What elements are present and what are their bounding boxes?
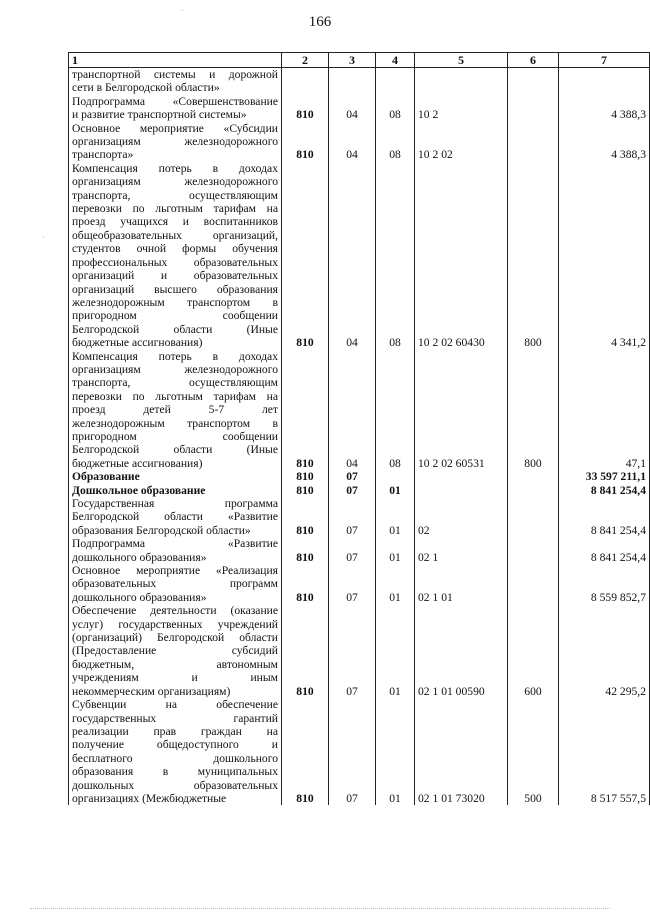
table-row	[69, 537, 650, 564]
amount: 33 597 211,1	[559, 470, 650, 483]
description-line: организациям железнодорожного	[72, 175, 278, 189]
description-line: бюджетным, автономным	[72, 657, 278, 671]
description-line: железнодорожным транспортом в	[72, 295, 278, 309]
subsection-code: 01	[376, 484, 415, 497]
row-description	[69, 122, 282, 162]
description-line: Субвенции на обеспечение	[72, 698, 278, 712]
description-line: получение общедоступного и	[72, 738, 278, 752]
description-line: транспортной системы и дорожной	[72, 68, 278, 81]
row-description	[69, 497, 282, 537]
description-line: Основное мероприятие «Субсидии	[72, 121, 278, 135]
description-line: дошкольного образования»	[72, 550, 207, 564]
subsection-code: 08	[376, 350, 415, 471]
description-line: бюджетные ассигнования)	[72, 456, 203, 470]
description-line: перевозки по льготным тарифам на	[72, 389, 278, 403]
description-line: дошкольных образовательных	[72, 778, 278, 792]
description-line: проезд учащихся и воспитанников	[72, 215, 278, 229]
description-line: Дошкольное образование	[72, 483, 206, 497]
description-line: общеобразовательных организаций,	[72, 228, 278, 242]
row-description	[69, 484, 282, 497]
amount: 47,1	[559, 350, 650, 471]
amount: 42 295,2	[559, 604, 650, 698]
description-line: пригородном сообщении	[72, 429, 278, 443]
column-header-7: 7	[559, 53, 650, 68]
ministry-code	[282, 68, 329, 95]
row-description	[69, 162, 282, 350]
ministry-code: 810	[282, 470, 329, 483]
description-line: реализации прав граждан на	[72, 724, 278, 738]
description-line: транспорта, осуществляющим	[72, 188, 278, 202]
ministry-code: 810	[282, 122, 329, 162]
description-line: (организаций) Белгородской области	[72, 631, 278, 645]
description-line: организациям железнодорожного	[72, 362, 278, 376]
target-article-code: 02 1 01	[415, 564, 508, 604]
section-code: 04	[329, 122, 376, 162]
description-line: Основное мероприятие «Реализация	[72, 564, 278, 578]
ministry-code: 810	[282, 564, 329, 604]
description-line: и развитие транспортной системы»	[72, 108, 247, 122]
description-line: организациям железнодорожного	[72, 135, 278, 149]
expense-type-code: 500	[508, 698, 559, 805]
expense-type-code	[508, 564, 559, 604]
scan-mark: ·	[42, 233, 45, 242]
target-article-code	[415, 68, 508, 95]
target-article-code	[415, 484, 508, 497]
row-description	[69, 68, 282, 95]
subsection-code	[376, 470, 415, 483]
section-code: 04	[329, 162, 376, 350]
ministry-code: 810	[282, 604, 329, 698]
description-line: организациях (Межбюджетные	[72, 791, 227, 805]
subsection-code: 08	[376, 95, 415, 122]
description-line: (Предоставление субсидий	[72, 644, 278, 658]
description-line: Подпрограмма «Совершенствование	[72, 94, 278, 108]
table-row	[69, 497, 650, 537]
ministry-code: 810	[282, 162, 329, 350]
section-code: 04	[329, 95, 376, 122]
column-header-3: 3	[329, 53, 376, 68]
description-line: некоммерческим организациям)	[72, 684, 231, 698]
amount: 4 341,2	[559, 162, 650, 350]
table-header-row	[69, 53, 650, 68]
ministry-code: 810	[282, 484, 329, 497]
expense-type-code: 800	[508, 162, 559, 350]
amount: 8 559 852,7	[559, 564, 650, 604]
expense-type-code	[508, 95, 559, 122]
description-line: Белгородской области (Иные	[72, 322, 278, 336]
description-line: услуг) государственных учреждений	[72, 617, 278, 631]
description-line: Белгородской области (Иные	[72, 443, 278, 457]
amount: 4 388,3	[559, 122, 650, 162]
section-code: 07	[329, 698, 376, 805]
description-line: образования Белгородской области»	[72, 523, 251, 537]
amount: 8 841 254,4	[559, 497, 650, 537]
description-line: организаций высшего образования	[72, 282, 278, 296]
section-code: 04	[329, 350, 376, 471]
description-line: пригородном сообщении	[72, 309, 278, 323]
target-article-code: 10 2 02 60531	[415, 350, 508, 471]
description-line: Образование	[72, 470, 140, 484]
target-article-code: 10 2 02	[415, 122, 508, 162]
ministry-code: 810	[282, 95, 329, 122]
subsection-code: 01	[376, 564, 415, 604]
description-line: профессиональных образовательных	[72, 255, 278, 269]
description-line: Белгородской области «Развитие	[72, 510, 278, 524]
table-row	[69, 95, 650, 122]
subsection-code: 08	[376, 122, 415, 162]
column-header-1: 1	[69, 53, 282, 68]
section-code: 07	[329, 537, 376, 564]
description-line: бесплатного дошкольного	[72, 751, 278, 765]
table-row	[69, 350, 650, 471]
amount: 8 841 254,4	[559, 484, 650, 497]
description-line: Компенсация потерь в доходах	[72, 161, 278, 175]
description-line: Подпрограмма «Развитие	[72, 537, 278, 551]
description-line: образовательных программ	[72, 577, 278, 591]
description-line: учреждениям и иным	[72, 671, 278, 685]
row-description	[69, 604, 282, 698]
target-article-code: 02 1 01 73020	[415, 698, 508, 805]
description-line: Обеспечение деятельности (оказание	[72, 604, 278, 618]
expense-type-code	[508, 497, 559, 537]
table-row	[69, 604, 650, 698]
row-description	[69, 564, 282, 604]
description-line: железнодорожным транспортом в	[72, 416, 278, 430]
description-line: государственных гарантий	[72, 711, 278, 725]
ministry-code: 810	[282, 698, 329, 805]
subsection-code: 01	[376, 604, 415, 698]
table-row	[69, 470, 650, 483]
target-article-code: 02 1 01 00590	[415, 604, 508, 698]
description-line: проезд детей 5-7 лет	[72, 403, 278, 417]
section-code: 07	[329, 564, 376, 604]
column-header-6: 6	[508, 53, 559, 68]
row-description	[69, 698, 282, 805]
section-code: 07	[329, 497, 376, 537]
expense-type-code	[508, 122, 559, 162]
table-row	[69, 162, 650, 350]
row-description	[69, 470, 282, 483]
amount: 4 388,3	[559, 95, 650, 122]
page-number: 166	[308, 14, 332, 30]
amount: 8 517 557,5	[559, 698, 650, 805]
table-row	[69, 68, 650, 95]
subsection-code	[376, 68, 415, 95]
table-row	[69, 484, 650, 497]
subsection-code: 08	[376, 162, 415, 350]
expense-type-code: 800	[508, 350, 559, 471]
table-row	[69, 698, 650, 805]
ministry-code: 810	[282, 537, 329, 564]
description-line: бюджетные ассигнования)	[72, 336, 203, 350]
target-article-code: 02	[415, 497, 508, 537]
expense-type-code	[508, 484, 559, 497]
table-row	[69, 122, 650, 162]
expense-type-code	[508, 537, 559, 564]
column-header-4: 4	[376, 53, 415, 68]
description-line: транспорта, осуществляющим	[72, 376, 278, 390]
section-code: 07	[329, 604, 376, 698]
table-row	[69, 564, 650, 604]
amount	[559, 68, 650, 95]
row-description	[69, 95, 282, 122]
description-line: дошкольного образования»	[72, 590, 207, 604]
row-description	[69, 537, 282, 564]
target-article-code: 10 2	[415, 95, 508, 122]
expense-type-code	[508, 68, 559, 95]
subsection-code: 01	[376, 497, 415, 537]
section-code: 07	[329, 470, 376, 483]
description-line: студентов очной формы обучения	[72, 242, 278, 256]
subsection-code: 01	[376, 537, 415, 564]
scan-mark: ·	[181, 6, 184, 15]
description-line: сети в Белгородской области»	[72, 81, 220, 95]
target-article-code: 10 2 02 60430	[415, 162, 508, 350]
description-line: перевозки по льготным тарифам на	[72, 202, 278, 216]
expense-type-code	[508, 470, 559, 483]
description-line: Компенсация потерь в доходах	[72, 349, 278, 363]
description-line: организаций и образовательных	[72, 269, 278, 283]
ministry-code: 810	[282, 350, 329, 471]
section-code	[329, 68, 376, 95]
description-line: образования в муниципальных	[72, 765, 278, 779]
scan-edge-line	[30, 908, 610, 910]
subsection-code: 01	[376, 698, 415, 805]
target-article-code	[415, 470, 508, 483]
ministry-code: 810	[282, 497, 329, 537]
budget-table	[68, 52, 650, 805]
expense-type-code: 600	[508, 604, 559, 698]
column-header-5: 5	[415, 53, 508, 68]
table-body	[69, 68, 650, 806]
description-line: Государственная программа	[72, 497, 278, 510]
row-description	[69, 350, 282, 471]
section-code: 07	[329, 484, 376, 497]
amount: 8 841 254,4	[559, 537, 650, 564]
target-article-code: 02 1	[415, 537, 508, 564]
column-header-2: 2	[282, 53, 329, 68]
description-line: транспорта»	[72, 148, 134, 162]
